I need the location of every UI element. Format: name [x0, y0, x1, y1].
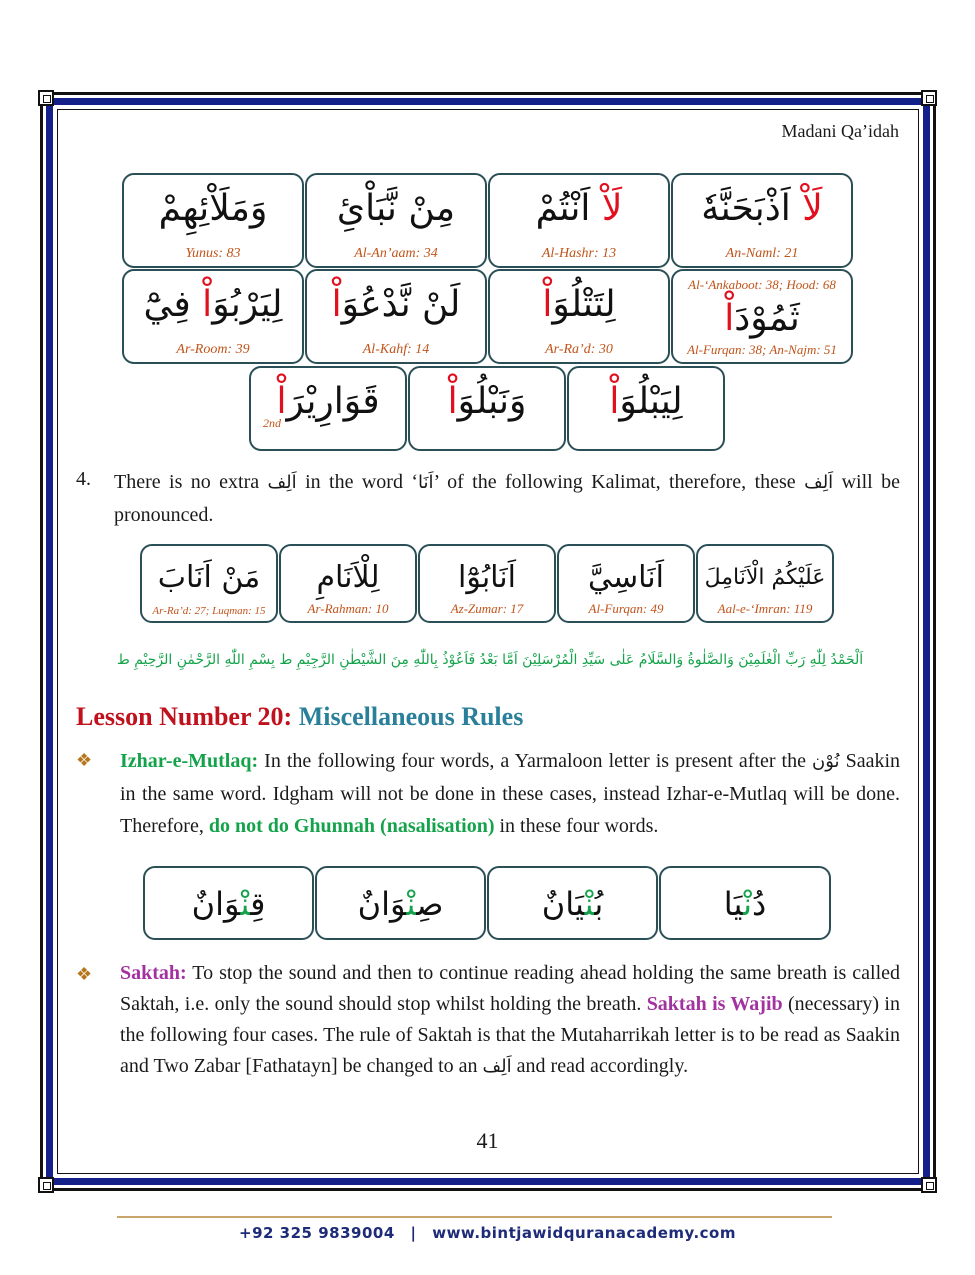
point-4-text: There is no extra اَلِف in the word ‘اَنَا’ of the following Kalimat, therefore, these اَلِف will be pronounced.: [114, 471, 900, 526]
arabic-word: عَلَيْكُمُ الْاَنَامِلَ: [704, 565, 826, 590]
word-card: [671, 173, 853, 268]
word-card: [418, 544, 556, 623]
arabic-word: قِنْوَانٌ: [191, 885, 266, 923]
word-card: [305, 173, 487, 268]
word-card: [279, 544, 417, 623]
word-card: [659, 866, 831, 940]
page-number: 41: [476, 1128, 499, 1153]
word-card: [557, 544, 695, 623]
lesson-heading: Lesson Number 20: Miscellaneous Rules: [76, 702, 524, 731]
bullet-icon: ❖: [76, 964, 93, 984]
verse-reference: Al-‘Ankaboot: 38; Hood: 68: [688, 277, 836, 292]
occurrence-note: 2nd: [263, 416, 281, 430]
bullet-icon: ❖: [76, 750, 93, 770]
footer-divider: [117, 1216, 832, 1218]
arabic-word: مِنْ نَّبَائِ: [336, 188, 456, 229]
frame-corner-ornament: [921, 90, 937, 106]
arabic-word: لِلْاَنَامِ: [316, 560, 380, 595]
verse-reference: An-Naml: 21: [725, 246, 799, 261]
arabic-word: اَنَاسِيَّ: [588, 560, 664, 595]
arabic-word: لَنْ نَّدْعُوَاْ: [331, 284, 461, 325]
word-card: [671, 269, 853, 364]
footer-phone: +92 325 9839004: [239, 1224, 395, 1242]
verse-reference: Ar-Rahman: 10: [307, 601, 389, 616]
verse-reference: Ar-Ra’d: 30: [545, 342, 613, 357]
izhar-paragraph: Izhar-e-Mutlaq: In the following four words, a Yarmaloon letter is present after the نُوْن Saakin in the same word. Idgham will not be done in these cases, instead Izhar-e-Mutlaq will be done. Therefore, do not do Ghunnah (nasalisation) in these four words.: [120, 750, 900, 837]
verse-reference: Ar-Ra’d: 27; Luqman: 15: [152, 605, 266, 617]
word-card: [488, 269, 670, 364]
frame-corner-ornament: [38, 90, 54, 106]
frame-corner-ornament: [921, 1177, 937, 1193]
arabic-word: لِيَبْلُوَاْ: [609, 381, 683, 422]
verse-reference: Aal-e-‘Imran: 119: [717, 601, 813, 616]
opening-dua: اَلْحَمْدُ لِلّٰهِ رَبِّ الْعٰلَمِيْنَ وَالصَّلٰوةُ وَالسَّلَامُ عَلٰى سَيِّدِ الْمُرْسَلِيْنَ اَمَّا بَعْدُ فَاَعُوْذُ بِاللّٰهِ مِنَ الشَّيْطٰنِ الرَّجِيْمِ ط بِسْمِ اللّٰهِ الرَّحْمٰنِ الرَّحِيْمِ ط: [116, 652, 864, 668]
arabic-word: دُنْيَا: [723, 885, 767, 923]
arabic-word: صِنْوَانٌ: [357, 885, 444, 923]
word-card: [696, 544, 834, 623]
verse-reference: Al-Kahf: 14: [362, 342, 430, 357]
arabic-word: ثَمُوْدَاْ: [724, 298, 800, 339]
verse-reference: Al-Furqan: 38; An-Najm: 51: [687, 342, 837, 357]
word-card: [315, 866, 486, 940]
frame-corner-ornament: [38, 1177, 54, 1193]
arabic-word: لِيَرْبُوَاْ فِيْٓ: [143, 284, 283, 325]
arabic-word: قَوَارِيْرَاْ: [276, 381, 380, 422]
word-card: [140, 544, 278, 623]
word-card: [122, 173, 304, 268]
word-card: [249, 366, 407, 451]
arabic-word: لَاْ اَنْتُمْ: [535, 188, 623, 229]
verse-reference: Al-Hashr: 13: [541, 246, 617, 261]
footer-separator: |: [410, 1224, 417, 1242]
word-card: [567, 366, 725, 451]
list-number: 4.: [76, 468, 91, 490]
running-header: Madani Qa’idah: [781, 121, 899, 141]
arabic-word: وَمَلَائِهِمْ: [158, 188, 268, 229]
word-card: [487, 866, 658, 940]
arabic-word: وَنَبْلُوَاْ: [447, 381, 527, 422]
arabic-word: اَنَابُوْٓا: [457, 560, 516, 595]
saktah-paragraph: Saktah: To stop the sound and then to continue reading ahead holding the same breath is called Saktah, i.e. only the sound should stop whilst holding the breath. Saktah is Wajib (necessary) in the following four cases. The rule of Saktah is that the Mutaharrikah letter is to be read as Saakin and Two Zabar [Fathatayn] be changed to an اَلِف and read accordingly.: [120, 962, 900, 1077]
verse-reference: Az-Zumar: 17: [450, 601, 524, 616]
word-card: [408, 366, 566, 451]
footer-website[interactable]: www.bintjawidquranacademy.com: [432, 1224, 736, 1242]
arabic-word: لِتَتْلُوَاْ: [542, 284, 616, 325]
arabic-word: لَاْ اَذْبَحَنَّهٗ: [701, 188, 823, 229]
arabic-word: بُنْيَانٌ: [541, 885, 604, 923]
word-card: [488, 173, 670, 268]
verse-reference: Al-An’aam: 34: [354, 246, 438, 261]
word-card: [305, 269, 487, 364]
arabic-word: مَنْ اَنَابَ: [157, 560, 261, 595]
verse-reference: Al-Furqan: 49: [588, 601, 664, 616]
word-card: [143, 866, 314, 940]
footer-contact: [0, 1224, 975, 1242]
word-card: [122, 269, 304, 364]
verse-reference: Ar-Room: 39: [176, 342, 250, 357]
verse-reference: Yunus: 83: [185, 246, 241, 261]
